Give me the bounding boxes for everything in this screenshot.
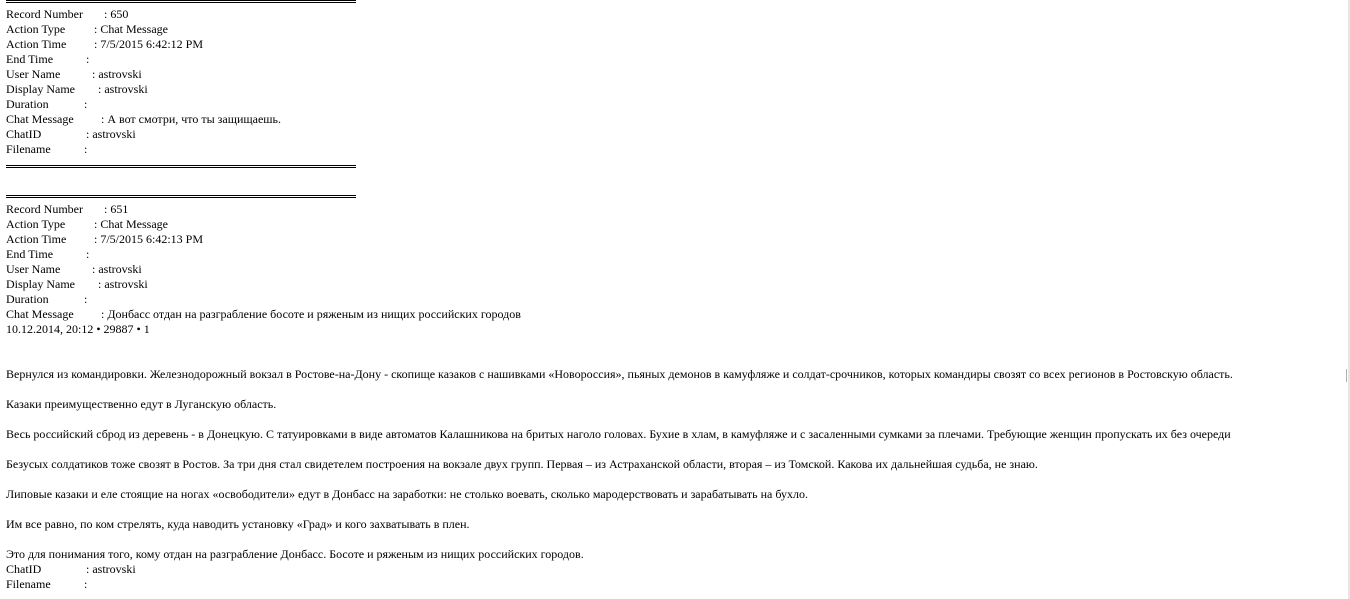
filename-value: : [84,577,88,591]
user-name-value: : astrovski [92,262,142,276]
action-type-row [6,217,1346,232]
action-time-label: Action Time [6,232,67,246]
action-time-row [6,232,1346,247]
action-type-value: : Chat Message [94,22,168,36]
filename-label: Filename [6,577,51,591]
filename-row [6,577,1346,592]
message-paragraph: Казаки преимущественно едут в Луганскую область. [6,397,277,411]
chat-message-row [6,112,1346,127]
separator-line [6,0,1346,7]
chat-id-row [6,562,1346,577]
record-number-value: : 650 [104,7,129,21]
chat-message-value: : А вот смотри, что ты защищаешь. [101,112,282,126]
chat-id-label: ChatID [6,127,42,141]
user-name-row [6,67,1346,82]
message-paragraph: Это для понимания того, кому отдан на разграбление Донбасс. Босоте и ряженым из нищих российских городов. [6,547,584,561]
chat-message-value: : Донбасс отдан на разграбление босоте и ряженым из нищих российских городов [101,307,521,321]
user-name-label: User Name [6,67,61,81]
filename-label: Filename [6,142,51,156]
filename-value: : [84,142,88,156]
duration-label: Duration [6,97,49,111]
end-time-row [6,52,1346,67]
blank-line [6,532,1346,547]
chat-message-label: Chat Message [6,112,74,126]
blank-line [6,352,1346,367]
record-number-value: : 651 [104,202,129,216]
chat-id-value: : astrovski [86,127,136,141]
chat-message-row [6,307,1346,322]
action-time-value: : 7/5/2015 6:42:13 PM [94,232,204,246]
display-name-label: Display Name [6,82,75,96]
display-name-row [6,277,1346,292]
duration-row [6,292,1346,307]
message-meta: 10.12.2014, 20:12 • 29887 • 1 [6,322,150,336]
chat-message-label: Chat Message [6,307,74,321]
action-time-value: : 7/5/2015 6:42:12 PM [94,37,204,51]
display-name-value: : astrovski [98,82,148,96]
action-time-label: Action Time [6,37,67,51]
action-type-label: Action Type [6,22,66,36]
chat-id-row [6,127,1346,142]
end-time-row [6,247,1346,262]
action-time-row [6,37,1346,52]
blank-line [6,337,1346,352]
duration-value: : [84,292,88,306]
overflow-marker [1346,369,1350,382]
duration-label: Duration [6,292,49,306]
message-paragraph: Липовые казаки и еле стоящие на ногах «освободители» едут в Донбасс на заработки: не столько воевать, сколько мародерствовать и зарабатывать на бухло. [6,487,809,501]
chat-log-document [6,0,1346,592]
chat-id-label: ChatID [6,562,42,576]
message-paragraph: Весь российский сброд из деревень - в Донецкую. С татуировками в виде автоматов Калашникова на бритых наголо головах. Бухие в хлам, в камуфляже и с засаленными сумками за плечами. Требующие женщин пропускать их без очереди [6,427,1231,441]
end-time-value: : [86,247,90,261]
display-name-label: Display Name [6,277,75,291]
message-paragraph: Вернулся из командировки. Железнодорожный вокзал в Ростове-на-Дону - скопище казаков с нашивками «Новороссия», пьяных демонов в камуфляже и солдат-срочников, которых командиры свозят со всех регионов в Ростовскую область. [6,367,1233,381]
blank-line [6,382,1346,397]
end-time-label: End Time [6,247,54,261]
user-name-label: User Name [6,262,61,276]
display-name-row [6,82,1346,97]
record-number-label: Record Number [6,7,83,21]
record-gap [6,172,1346,187]
action-type-row [6,22,1346,37]
duration-value: : [84,97,88,111]
message-paragraph: Им все равно, по ком стрелять, куда наводить установку «Град» и кого захватывать в плен. [6,517,470,531]
blank-line [6,502,1346,517]
blank-line [6,472,1346,487]
record-number-label: Record Number [6,202,83,216]
blank-line [6,442,1346,457]
blank-line [6,412,1346,427]
action-type-label: Action Type [6,217,66,231]
message-paragraph: Безусых солдатиков тоже свозят в Ростов. За три дня стал свидетелем построения на вокзале двух групп. Первая – из Астраханской области, вторая – из Томской. Какова их дальнейшая судьба, не знаю. [6,457,1038,471]
user-name-value: : astrovski [92,67,142,81]
display-name-value: : astrovski [98,277,148,291]
record-number-row [6,7,1346,22]
record-number-row [6,202,1346,217]
separator-line [6,187,1346,202]
end-time-label: End Time [6,52,54,66]
user-name-row [6,262,1346,277]
action-type-value: : Chat Message [94,217,168,231]
separator-line [6,157,1346,172]
filename-row [6,142,1346,157]
end-time-value: : [86,52,90,66]
chat-id-value: : astrovski [86,562,136,576]
duration-row [6,97,1346,112]
